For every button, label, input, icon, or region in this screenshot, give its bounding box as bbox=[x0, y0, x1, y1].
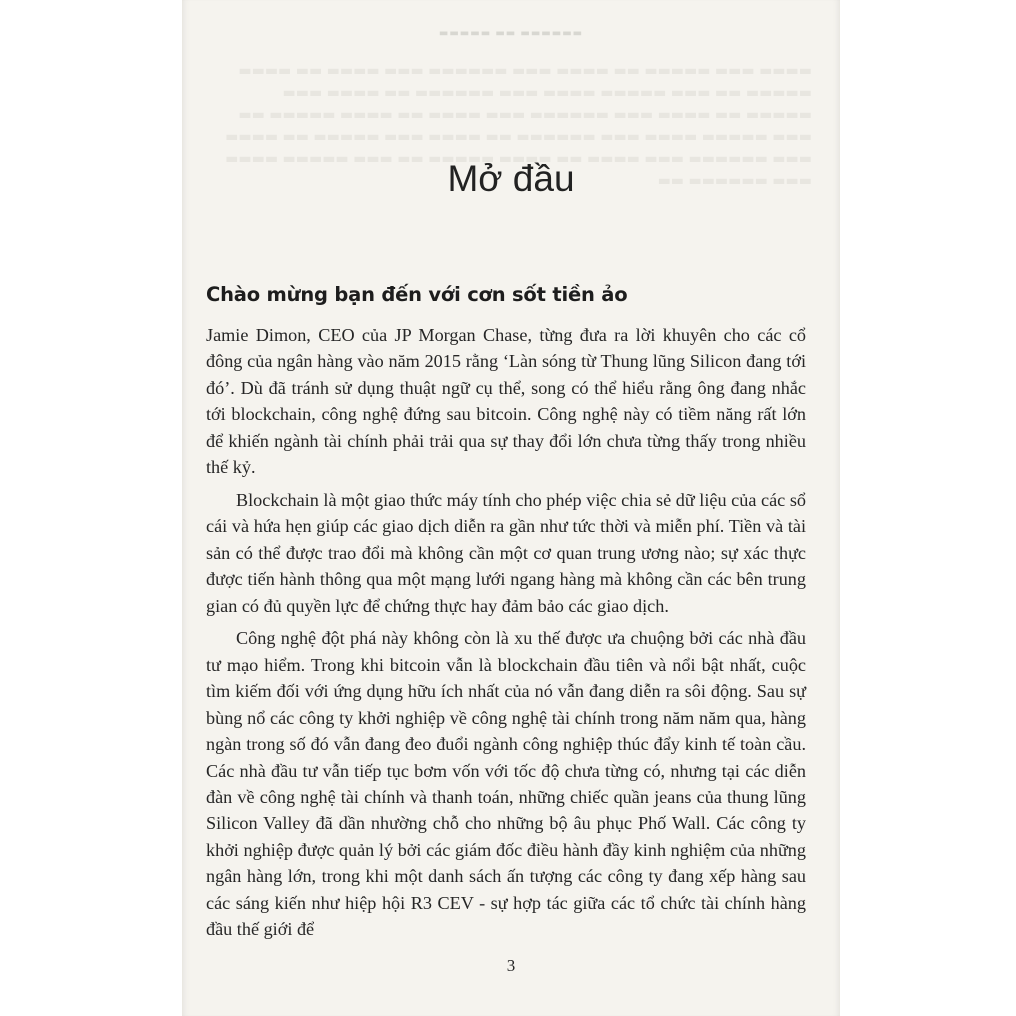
page-number: 3 bbox=[506, 956, 516, 975]
paragraph-2: Blockchain là một giao thức máy tính cho phép việc chia sẻ dữ liệu của các sổ cái và hứa hẹn giúp các giao dịch diễn ra gần như tức thời và miễn phí. Tiền và tài sản có thể được trao đổi mà không cần một cơ quan trung ương nào; sự xác thực được tiến hành thông qua một mạng lưới ngang hàng mà không cần các bên trung gian có đủ quyền lực để chứng thực hay đảm bảo các giao dịch. bbox=[206, 489, 806, 616]
paragraph-1: Jamie Dimon, CEO của JP Morgan Chase, từng đưa ra lời khuyên cho các cổ đông của ngân hàng vào năm 2015 rằng ‘Làn sóng từ Thung lũng Silicon đang tới đó’. Dù đã tránh sử dụng thuật ngữ cụ thể, song có thể hiểu rằng ông đang nhắc tới blockchain, công nghệ đứng sau bitcoin. Công nghệ này có tiềm năng rất lớn để khiến ngành tài chính phải trải qua sự thay đổi lớn chưa từng thấy trong nhiều thế kỷ. bbox=[206, 325, 806, 478]
chapter-title: Mở đầu bbox=[447, 158, 575, 199]
paragraph-3: Công nghệ đột phá này không còn là xu thế được ưa chuộng bởi các nhà đầu tư mạo hiểm. Trong khi bitcoin vẫn là blockchain đầu tiên và nổi bật nhất, cuộc tìm kiếm đối với ứng dụng hữu ích nhất của nó vẫn đang diễn ra sôi động. Sau sự bùng nổ các công ty khởi nghiệp về công nghệ tài chính trong năm năm qua, hàng ngàn trong số đó vẫn đang đeo đuổi ngành công nghiệp thúc đẩy kinh tế toàn cầu. Các nhà đầu tư vẫn tiếp tục bơm vốn với tốc độ chưa từng có, nhưng tại các diễn đàn về công nghệ tài chính và thanh toán, những chiếc quần jeans của thung lũng Silicon Valley đã dần nhường chỗ cho những bộ âu phục Phố Wall. Các công ty khởi nghiệp được quản lý bởi các giám đốc điều hành đầy kinh nghiệm của những ngân hàng lớn, trong khi một danh sách ấn tượng các công ty đang xếp hàng sau các sáng kiến như hiệp hội R3 CEV - sự hợp tác giữa các tổ chức tài chính hàng đầu thế giới để bbox=[206, 628, 806, 939]
running-head-bleed: ▬▬▬▬▬ ▬▬ ▬▬▬▬▬▬ bbox=[438, 28, 584, 39]
section-heading: Chào mừng bạn đến với cơn sốt tiền ảo bbox=[206, 283, 628, 306]
bleed-through-texture: ▬▬▬▬ ▬▬▬ ▬▬▬▬▬ ▬▬ ▬▬▬▬ ▬▬▬ ▬▬▬▬▬▬ ▬▬▬ ▬▬▬▬ ▬▬ ▬▬▬▬ ▬▬▬▬▬ ▬▬ ▬▬▬ ▬▬▬▬▬ ▬▬▬▬ ▬▬▬ ▬▬▬▬▬▬ ▬▬ ▬▬▬▬ ▬▬▬ ▬▬▬▬▬ ▬▬ ▬▬▬▬ ▬▬▬ ▬▬▬▬▬▬ ▬▬▬ ▬▬▬▬ ▬▬ ▬▬▬▬ ▬▬▬▬▬ ▬▬ ▬▬▬ ▬▬▬▬▬ ▬▬▬▬ ▬▬▬ ▬▬▬▬▬▬ ▬▬ ▬▬▬▬ ▬▬▬ ▬▬▬▬▬ ▬▬ ▬▬▬▬ ▬▬▬ ▬▬▬▬▬▬ ▬▬▬ ▬▬▬▬ ▬▬ ▬▬▬▬ ▬▬▬▬▬ ▬▬ ▬▬▬ ▬▬▬▬▬ ▬▬▬▬ ▬▬▬ ▬▬▬▬▬▬ ▬▬ bbox=[225, 63, 812, 189]
body-text bbox=[206, 322, 806, 949]
book-page bbox=[182, 0, 840, 1016]
